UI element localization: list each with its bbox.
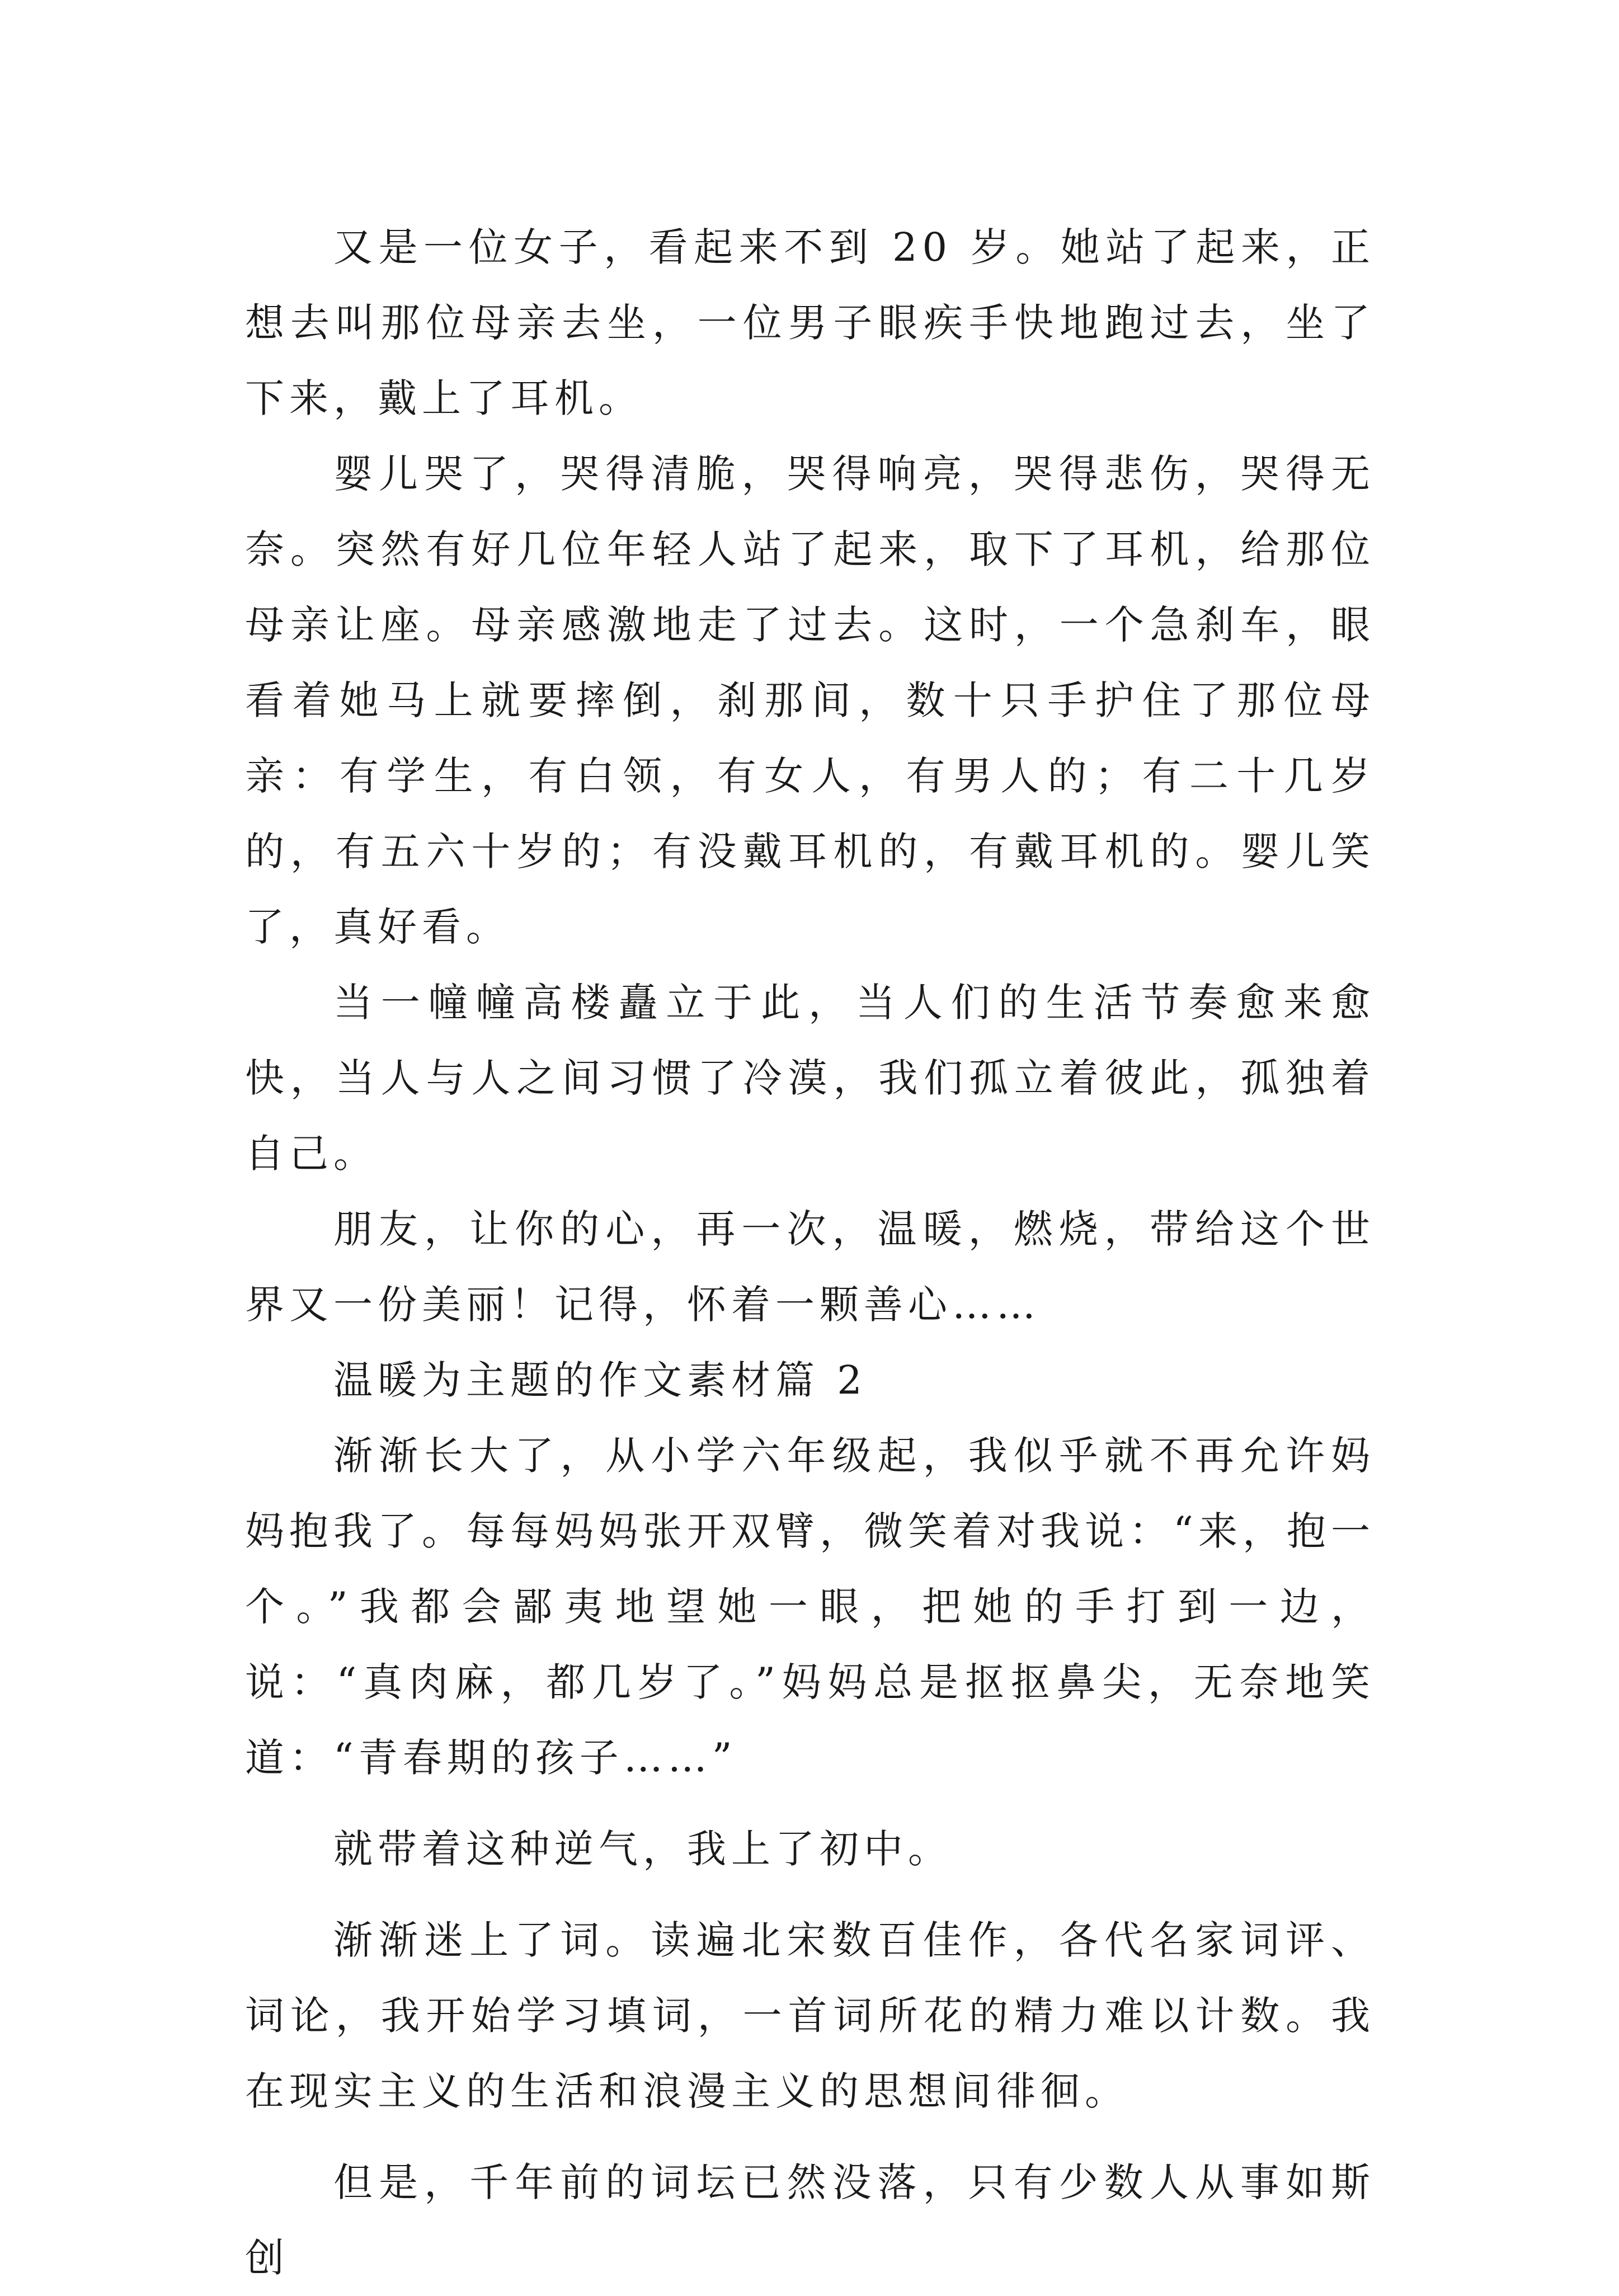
paragraph-7: 渐渐迷上了词。读遍北宋数百佳作，各代名家词评、词论，我开始学习填词，一首词所花的精力难以计数。我在现实主义的生活和浪漫主义的思想间徘徊。 (245, 1917, 1375, 2114)
paragraph-gap (245, 1796, 1375, 1812)
paragraph-1: 又是一位女子，看起来不到 20 岁。她站了起来，正想去叫那位母亲去坐，一位男子眼疾手快地跑过去，坐了下来，戴上了耳机。 (245, 224, 1375, 421)
paragraph-gap (245, 2129, 1375, 2145)
paragraph-3: 当一幢幢高楼矗立于此，当人们的生活节奏愈来愈快，当人与人之间习惯了冷漠，我们孤立着彼此，孤独着自己。 (245, 980, 1375, 1177)
paragraph-2: 婴儿哭了，哭得清脆，哭得响亮，哭得悲伤，哭得无奈。突然有好几位年轻人站了起来，取下了耳机，给那位母亲让座。母亲感激地走了过去。这时，一个急刹车，眼看着她马上就要摔倒，刹那间，数十只手护住了那位母亲：有学生，有白领，有女人，有男人的；有二十几岁的，有五六十岁的；有没戴耳机的，有戴耳机的。婴儿笑了，真好看。 (245, 451, 1375, 950)
paragraph-5: 渐渐长大了，从小学六年级起，我似乎就不再允许妈妈抱我了。每每妈妈张开双臂，微笑着对我说：“来，抱一个。”我都会鄙夷地望她一眼，把她的手打到一边，说：“真肉麻，都几岁了。”妈妈总是抠抠鼻尖，无奈地笑道：“青春期的孩子……” (245, 1433, 1375, 1781)
paragraph-8: 但是，千年前的词坛已然没落，只有少数人从事如斯创 (245, 2159, 1375, 2281)
document-body (245, 210, 1375, 2296)
paragraph-4: 朋友，让你的心，再一次，温暖，燃烧，带给这个世界又一份美丽！记得，怀着一颗善心…… (245, 1206, 1375, 1328)
paragraph-gap (245, 1887, 1375, 1903)
section-title: 温暖为主题的作文素材篇 2 (333, 1357, 867, 1403)
paragraph-6: 就带着这种逆气，我上了初中。 (333, 1826, 952, 1872)
